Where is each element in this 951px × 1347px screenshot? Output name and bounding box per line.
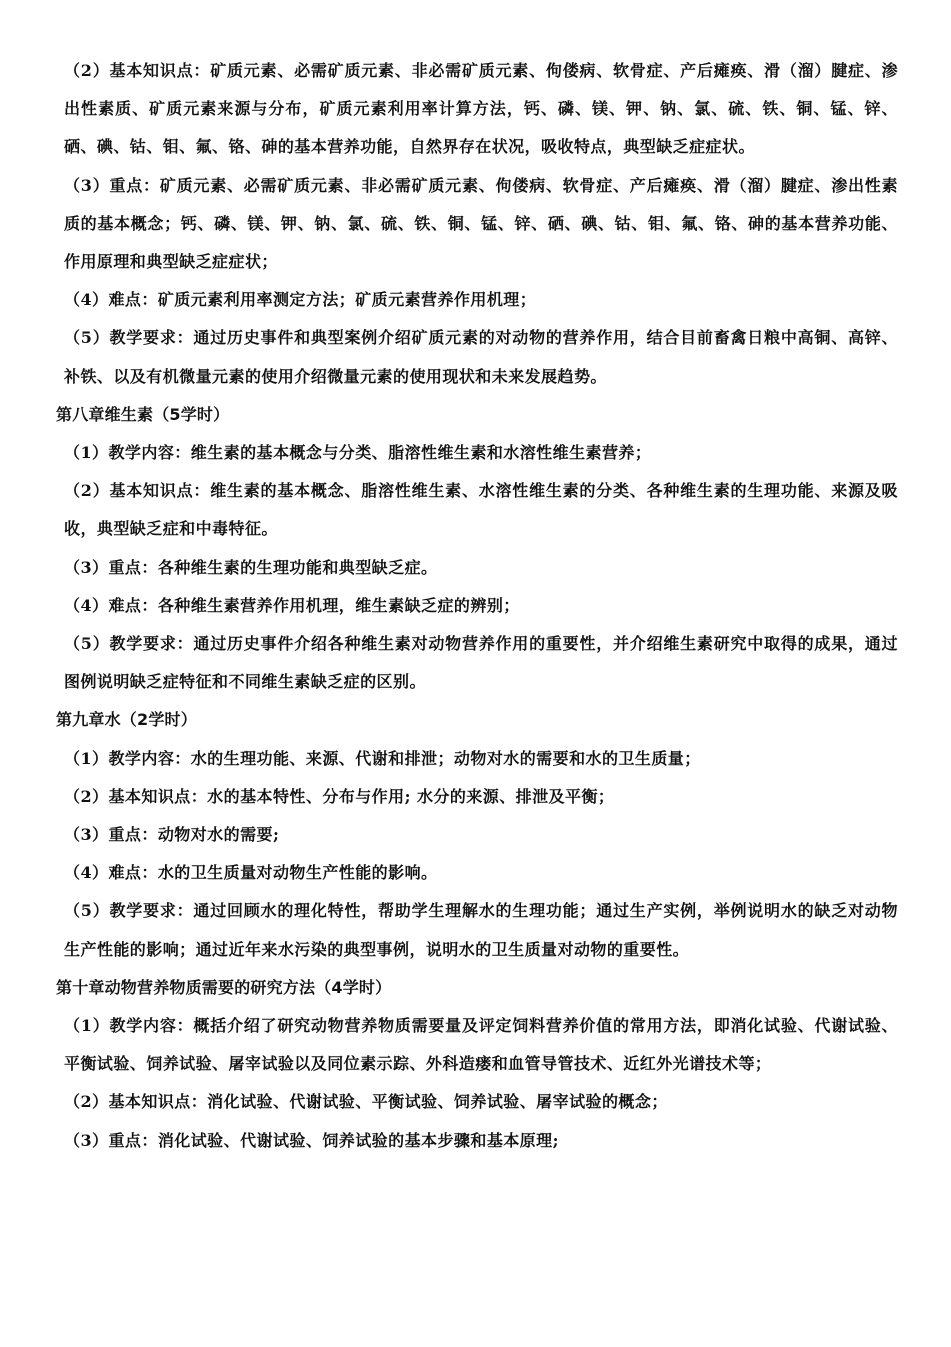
paragraph-knowledge-points-minerals: （2）基本知识点：矿质元素、必需矿质元素、非必需矿质元素、佝偻病、软骨症、产后瘫痪、滑（溜）腱症、渗出性素质、矿质元素来源与分布，矿质元素利用率计算方法，钙、磷、镁、钾、钠、氯、硫、铁、铜、锰、锌、硒、碘、钴、钼、氟、铬、砷的基本营养功能，自然界存在状况，吸收特点，典型缺乏症症状。 [64,61,898,157]
paragraph-difficulties-vitamins: （4）难点：各种维生素营养作用机理，维生素缺乏症的辨别； [64,595,520,615]
paragraph-knowledge-points-water: （2）基本知识点：水的基本特性、分布与作用; 水分的来源、排泄及平衡； [64,786,615,806]
paragraph-key-points-vitamins: （3）重点：各种维生素的生理功能和典型缺乏症。 [64,557,438,577]
paragraph-difficulties-water: （4）难点：水的卫生质量对动物生产性能的影响。 [64,863,438,883]
paragraph-key-points-water: （3）重点：动物对水的需要; [64,825,280,845]
paragraph-teaching-content-water: （1）教学内容：水的生理功能、来源、代谢和排泄；动物对水的需要和水的卫生质量； [64,748,701,768]
paragraph-teaching-content-methods: （1）教学内容：概括介绍了研究动物营养物质需要量及评定饲料营养价值的常用方法，即消化试验、代谢试验、平衡试验、饲养试验、屠宰试验以及同位素示踪、外科造瘘和血管导管技术、近红外光谱技术等； [64,1016,898,1074]
paragraph-knowledge-points-vitamins: （2）基本知识点：维生素的基本概念、脂溶性维生素、水溶性维生素的分类、各种维生素的生理功能、来源及吸收，典型缺乏症和中毒特征。 [64,481,898,539]
chapter-10-heading: 第十章动物营养物质需要的研究方法（4学时） [56,977,392,997]
paragraph-key-points-minerals: （3）重点：矿质元素、必需矿质元素、非必需矿质元素、佝偻病、软骨症、产后瘫痪、滑（溜）腱症、渗出性素质的基本概念；钙、磷、镁、钾、钠、氯、硫、铁、铜、锰、锌、硒、碘、钴、钼、氟、铬、砷的基本营养功能、作用原理和典型缺乏症症状； [64,175,898,272]
paragraph-teaching-requirements-water: （5）教学要求：通过回顾水的理化特性，帮助学生理解水的生理功能；通过生产实例，举例说明水的缺乏对动物生产性能的影响；通过近年来水污染的典型事例，说明水的卫生质量对动物的重要性。 [64,901,898,959]
paragraph-key-points-methods: （3）重点：消化试验、代谢试验、饲养试验的基本步骤和基本原理; [64,1130,559,1150]
paragraph-teaching-requirements-minerals: （5）教学要求：通过历史事件和典型案例介绍矿质元素的对动物的营养作用，结合目前畜禽日粮中高铜、高锌、补铁、以及有机微量元素的使用介绍微量元素的使用现状和未来发展趋势。 [64,328,898,386]
paragraph-knowledge-points-methods: （2）基本知识点：消化试验、代谢试验、平衡试验、饲养试验、屠宰试验的概念； [64,1092,668,1112]
chapter-8-heading: 第八章维生素（5学时） [56,404,230,424]
paragraph-teaching-content-vitamins: （1）教学内容：维生素的基本概念与分类、脂溶性维生素和水溶性维生素营养； [64,443,652,463]
document-page [56,52,898,1160]
paragraph-teaching-requirements-vitamins: （5）教学要求：通过历史事件介绍各种维生素对动物营养作用的重要性，并介绍维生素研究中取得的成果，通过图例说明缺乏症特征和不同维生素缺乏症的区别。 [64,634,898,692]
paragraph-difficulties-minerals: （4）难点：矿质元素利用率测定方法；矿质元素营养作用机理； [64,290,537,310]
chapter-9-heading: 第九章水（2学时） [56,710,197,730]
